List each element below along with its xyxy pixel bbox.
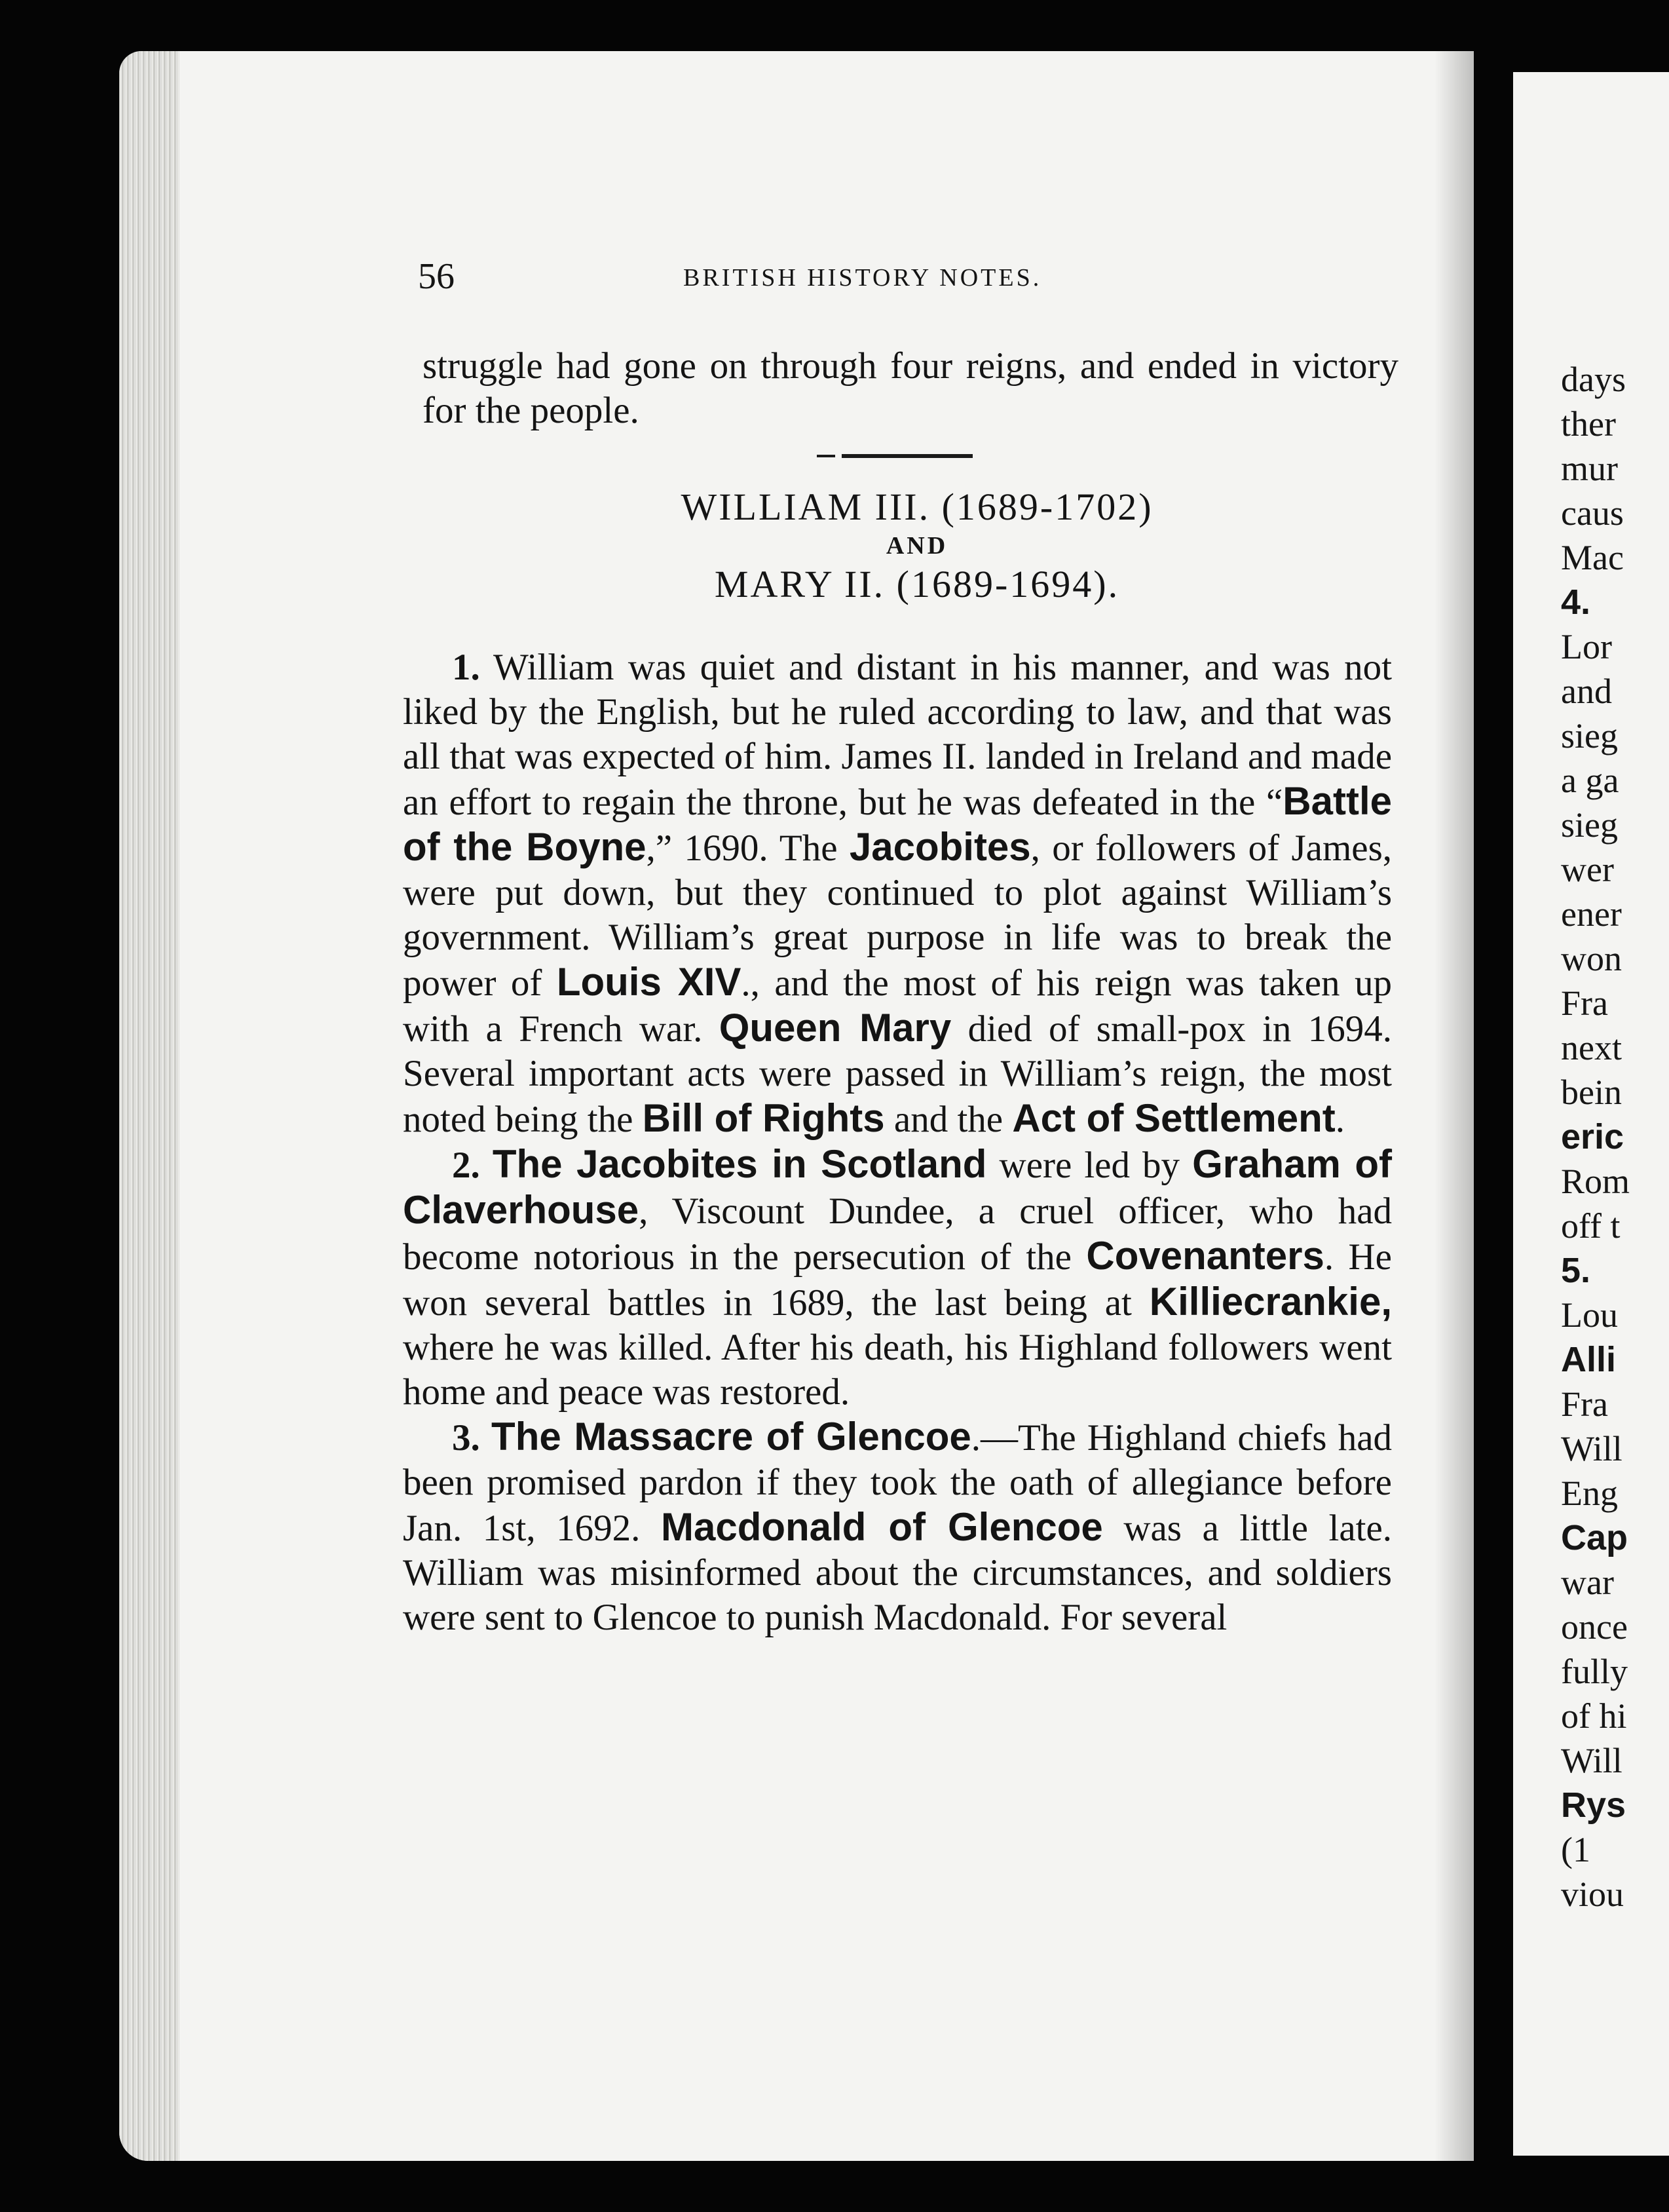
right-page-fragment: Cap [1561,1518,1628,1557]
right-page-fragment: of hi [1561,1696,1627,1736]
right-page-fragment: 5. [1561,1251,1591,1290]
right-page-fragment: ener [1561,894,1622,934]
body-text: ., and the most of his reign was taken up with a French war. [403,963,1392,1050]
bold-term: Bill of Rights [642,1096,885,1140]
body-text: were led by [986,1145,1193,1186]
bold-term: Covenanters [1086,1234,1324,1278]
right-page-fragment: Lou [1561,1295,1618,1335]
title-and: AND [886,532,948,560]
bold-term: Graham of Claverhouse [403,1142,1393,1232]
body-text: . [1335,1099,1345,1140]
bold-term: Queen Mary [719,1006,952,1050]
body-text: died of small-pox in 1694. Several important acts were passed in William’s reign, the most noted being the [403,1008,1392,1140]
section-number: 2. [452,1145,480,1186]
right-page-fragment: Will [1561,1429,1622,1468]
page-header [418,256,1145,301]
bold-term: Macdonald of Glencoe [661,1505,1103,1549]
bold-term: Jacobites [849,825,1031,869]
body-text: where he was killed. After his death, his Highland followers went home and peace was restored. [403,1327,1392,1413]
page-edge-stack [119,51,179,2161]
right-page-fragment: next [1561,1028,1622,1067]
right-page-fragment: a ga [1561,761,1619,800]
page-number: 56 [418,256,455,297]
body-text: was a little late. William was misinformed about the circumstances, and soldiers were sent to Glencoe to punish Macdonald. For several [403,1508,1393,1638]
section-divider [842,454,973,458]
body-text: , Viscount Dundee, a cruel officer, who had become notorious in the persecution of the [403,1191,1392,1278]
right-page-fragment: war [1561,1563,1614,1602]
bold-term: The Massacre of Glencoe [491,1415,971,1459]
right-page-fragment: fully [1561,1652,1628,1691]
right-page-fragment: bein [1561,1073,1622,1112]
body-text: and the [884,1099,1013,1140]
right-page-fragments [1561,357,1669,1916]
right-page-fragment: 4. [1561,582,1591,622]
running-title: BRITISH HISTORY NOTES. [683,264,1042,292]
title-line-william: WILLIAM III. (1689-1702) [681,486,1153,528]
section-number: 3. [452,1417,480,1459]
bold-term: Killiecrankie, [1149,1280,1392,1324]
right-page-fragment: won [1561,939,1622,978]
right-page-fragment: caus [1561,493,1624,533]
page-gutter-shadow [1435,51,1474,2161]
body-text: , or followers of James, were put down, but they continued to plot against William’s government. William’s great purpose in life was to break the power of [403,828,1393,1004]
section-1 [403,645,1392,1142]
right-page-fragment: Rys [1561,1785,1626,1825]
body-text: .—The Highland chiefs had been promised pardon if they took the oath of allegiance before Jan. 1st, 1692. [403,1417,1393,1549]
right-page-fragment: Fra [1561,983,1608,1023]
right-page-fragment: Rom [1561,1162,1630,1201]
right-page-fragment: Lor [1561,627,1612,666]
chapter-title [403,482,1431,610]
right-page-fragment: sieg [1561,716,1618,755]
right-page-fragment: Mac [1561,538,1624,577]
section-number: 1. [452,647,480,688]
right-page-fragment: wer [1561,850,1614,889]
right-page-fragment: mur [1561,449,1618,488]
section-2 [403,1142,1392,1415]
right-page-fragment: Fra [1561,1384,1608,1424]
right-page-fragment: Alli [1561,1340,1617,1379]
bold-term: Act of Settlement [1012,1096,1336,1140]
bold-term: The Jacobites in Scotland [492,1142,987,1186]
continuation-paragraph: struggle had gone on through four reigns, and ended in victory for the people. [422,345,1398,431]
right-page-fragment: (1 [1561,1830,1590,1869]
body-text [480,1145,493,1186]
right-page-fragment: ther [1561,404,1616,444]
right-page-fragment: Will [1561,1741,1622,1780]
right-page-fragment: once [1561,1607,1628,1647]
body-text: William was quiet and distant in his manner, and was not liked by the English, but he ruled according to law, and that was all that was expected of him. James II. landed in Ireland and made an effort to regain the throne, but he was defeated in the “ [403,647,1392,823]
right-page-fragment: Eng [1561,1474,1618,1513]
body-text: . He won several battles in 1689, the last being at [403,1236,1392,1324]
body-text [480,1417,491,1459]
right-page-fragment: and [1561,672,1612,711]
right-page-fragment: sieg [1561,805,1618,845]
right-page-fragment: days [1561,360,1626,399]
title-line-mary: MARY II. (1689-1694). [714,563,1120,605]
bold-term: Battle of the Boyne [403,779,1392,869]
right-page-fragment: viou [1561,1875,1624,1914]
right-page-fragment: off t [1561,1206,1621,1246]
section-3 [403,1415,1392,1640]
right-page-fragment: eric [1561,1117,1624,1156]
body-text: ,” 1690. The [646,828,850,869]
sections-body [403,645,1392,1640]
bold-term: Louis XIV [556,960,741,1004]
